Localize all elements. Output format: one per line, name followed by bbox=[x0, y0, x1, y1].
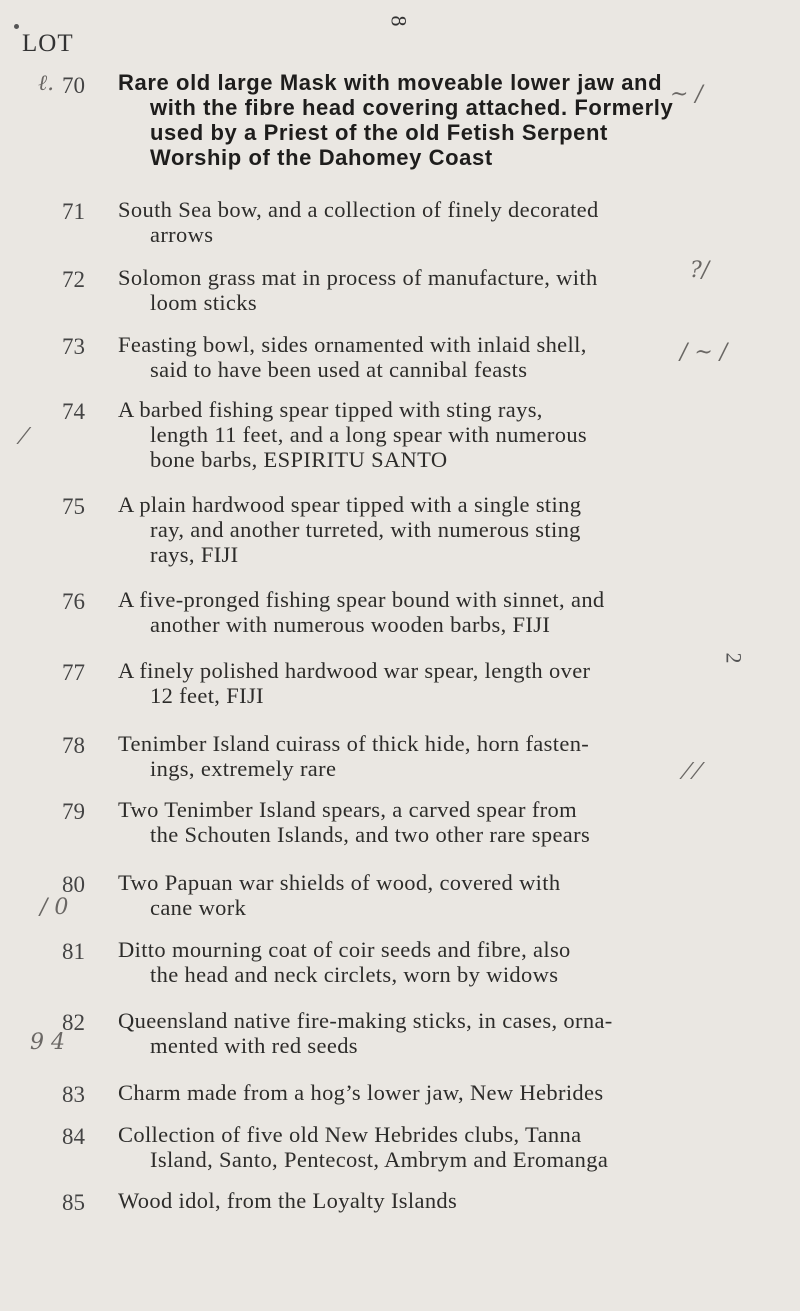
pencil-mark-icon: ~ / bbox=[670, 82, 703, 107]
lot-number: 73 bbox=[62, 334, 85, 359]
lot-description bbox=[118, 197, 653, 247]
lot-description bbox=[118, 797, 653, 847]
margin-number: 2 bbox=[721, 652, 747, 664]
description-line: Island, Santo, Pentecost, Ambrym and Eromanga bbox=[150, 1147, 609, 1172]
pencil-mark-icon: ℓ. bbox=[38, 71, 55, 96]
lot-number: 72 bbox=[62, 267, 85, 292]
lot-number: 79 bbox=[62, 799, 85, 824]
lot-description bbox=[118, 937, 653, 987]
description-line: the Schouten Islands, and two other rare spears bbox=[150, 822, 591, 847]
description-line: said to have been used at cannibal feasts bbox=[150, 357, 528, 382]
lot-description bbox=[118, 1008, 653, 1058]
pencil-mark-icon: ⁄ ⁄ bbox=[685, 760, 700, 785]
pencil-mark-icon: 9 4 bbox=[30, 1030, 65, 1055]
lot-description bbox=[118, 397, 653, 472]
page-number: 8 bbox=[386, 15, 412, 27]
lot-number: 81 bbox=[62, 939, 85, 964]
lot-number: 80 bbox=[62, 872, 85, 897]
lot-description bbox=[118, 492, 653, 567]
lot-description bbox=[118, 70, 674, 170]
description-line: Two Tenimber Island spears, a carved spear from bbox=[118, 797, 577, 822]
description-line: Ditto mourning coat of coir seeds and fibre, also bbox=[118, 937, 571, 962]
description-line: Charm made from a hog’s lower jaw, New Hebrides bbox=[118, 1080, 604, 1105]
description-line: A five-pronged fishing spear bound with sinnet, and bbox=[118, 587, 605, 612]
lot-number: 83 bbox=[62, 1082, 85, 1107]
description-line: Two Papuan war shields of wood, covered with bbox=[118, 870, 561, 895]
description-line: Collection of five old New Hebrides clubs, Tanna bbox=[118, 1122, 582, 1147]
description-line: with the fibre head covering attached. Formerly bbox=[150, 95, 674, 120]
description-line: cane work bbox=[150, 895, 247, 920]
description-line: bone barbs, ESPIRITU SANTO bbox=[150, 447, 448, 472]
lot-description bbox=[118, 1188, 653, 1213]
description-line: length 11 feet, and a long spear with numerous bbox=[150, 422, 588, 447]
lot-number: 71 bbox=[62, 199, 85, 224]
description-line: Rare old large Mask with moveable lower jaw and bbox=[118, 70, 663, 95]
pencil-mark-icon: ?/ bbox=[690, 258, 710, 283]
lot-description bbox=[118, 332, 653, 382]
lot-description bbox=[118, 587, 653, 637]
description-line: Tenimber Island cuirass of thick hide, horn fasten- bbox=[118, 731, 590, 756]
lot-number: 77 bbox=[62, 660, 85, 685]
lot-column-header: LOT bbox=[22, 30, 74, 57]
lot-description bbox=[118, 1122, 653, 1172]
lot-description bbox=[118, 265, 653, 315]
lot-number: 75 bbox=[62, 494, 85, 519]
lot-description bbox=[118, 1080, 653, 1105]
lot-number: 74 bbox=[62, 399, 85, 424]
description-line: A barbed fishing spear tipped with sting rays, bbox=[118, 397, 543, 422]
description-line: ings, extremely rare bbox=[150, 756, 337, 781]
description-line: rays, FIJI bbox=[150, 542, 239, 567]
lot-number: 78 bbox=[62, 733, 85, 758]
description-line: A plain hardwood spear tipped with a single sting bbox=[118, 492, 582, 517]
lot-description bbox=[118, 731, 653, 781]
description-line: Wood idol, from the Loyalty Islands bbox=[118, 1188, 458, 1213]
lot-number: 76 bbox=[62, 589, 85, 614]
description-line: A finely polished hardwood war spear, length over bbox=[118, 658, 591, 683]
description-line: used by a Priest of the old Fetish Serpent bbox=[150, 120, 608, 145]
pencil-mark-icon: ⁄ bbox=[22, 425, 26, 450]
description-line: another with numerous wooden barbs, FIJI bbox=[150, 612, 551, 637]
pencil-mark-icon: / ~ / bbox=[680, 340, 728, 365]
description-line: Worship of the Dahomey Coast bbox=[150, 145, 493, 170]
description-line: mented with red seeds bbox=[150, 1033, 358, 1058]
description-line: South Sea bow, and a collection of finely decorated bbox=[118, 197, 599, 222]
description-line: Queensland native fire-making sticks, in cases, orna- bbox=[118, 1008, 613, 1033]
description-line: the head and neck circlets, worn by widows bbox=[150, 962, 559, 987]
description-line: arrows bbox=[150, 222, 214, 247]
lot-number: 85 bbox=[62, 1190, 85, 1215]
lot-number: 70 bbox=[62, 73, 85, 98]
lot-number: 82 bbox=[62, 1010, 85, 1035]
description-line: 12 feet, FIJI bbox=[150, 683, 264, 708]
description-line: loom sticks bbox=[150, 290, 257, 315]
description-line: ray, and another turreted, with numerous sting bbox=[150, 517, 581, 542]
lot-number: 84 bbox=[62, 1124, 85, 1149]
description-line: Solomon grass mat in process of manufacture, with bbox=[118, 265, 598, 290]
pencil-mark-icon: / 0 bbox=[40, 895, 69, 920]
description-line: Feasting bowl, sides ornamented with inlaid shell, bbox=[118, 332, 587, 357]
lot-description bbox=[118, 870, 653, 920]
lot-description bbox=[118, 658, 653, 708]
